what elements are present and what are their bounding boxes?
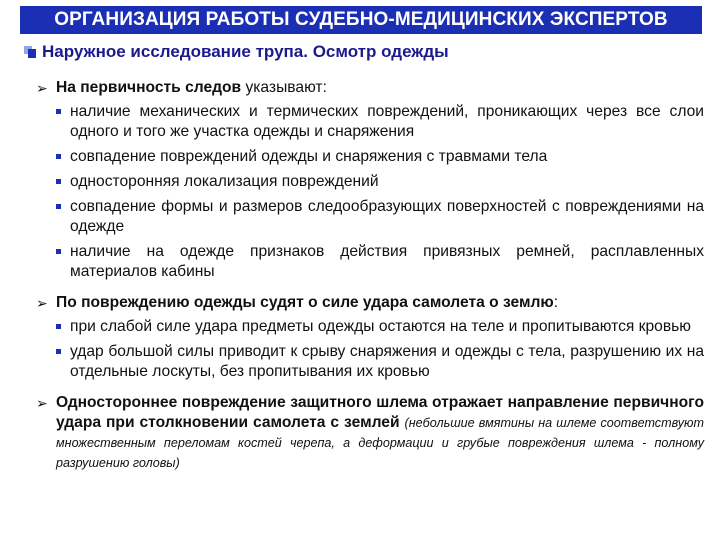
square-bullet-icon [56,179,61,184]
square-bullet-icon [56,324,61,329]
slide-title-bar: ОРГАНИЗАЦИЯ РАБОТЫ СУДЕБНО-МЕДИЦИНСКИХ ЭКСПЕРТОВ [20,6,702,34]
square-bullet-icon [56,349,61,354]
slide-content [36,78,704,477]
item-text: удар большой силы приводит к срыву снаряжения и одежды с тела, разрушению их на отдельные лоскуты, без пропитывания их кровью [70,343,704,380]
square-bullet-icon [56,204,61,209]
list-item [36,342,704,382]
list-item-impact-force [36,293,704,313]
arrow-bullet-icon: ➢ [36,80,48,96]
block2-head: По повреждению одежды судят о силе удара самолета о землю [56,294,554,311]
item-text: при слабой силе удара предметы одежды остаются на теле и пропитываются кровью [70,318,691,335]
item-text: наличие на одежде признаков действия привязных ремней, расплавленных материалов кабины [70,243,704,280]
square-bullet-icon [56,154,61,159]
list-item [36,102,704,142]
item-text: наличие механических и термических повреждений, проникающих через все слои одного и того же участка одежды и снаряжения [70,103,704,140]
block1-head-rest: указывают: [241,79,327,96]
square-bullet-icon [56,109,61,114]
section-title: Наружное исследование трупа. Осмотр одежды [42,42,449,61]
square-bullet-icon [24,46,36,58]
list-item [36,197,704,237]
square-bullet-icon [56,249,61,254]
list-item-helmet [36,393,704,473]
list-item [36,172,704,192]
block1-head-bold: На первичность следов [56,79,242,96]
list-item [36,317,704,337]
list-item [36,242,704,282]
list-item [36,147,704,167]
block2-head-end: : [553,294,559,311]
item-text: совпадение формы и размеров следообразующих поверхностей с повреждениями на одежде [70,198,704,235]
list-item-primary-traces [36,78,704,98]
item-text: совпадение повреждений одежды и снаряжения с травмами тела [70,148,548,165]
item-text: односторонняя локализация повреждений [70,173,379,190]
block3-note: (небольшие вмятины на шлеме соответствуют множественным переломам костей черепа, а деформации и грубые повреждения шлема - полному разрушению головы) [56,416,704,470]
section-heading [24,42,449,62]
arrow-bullet-icon: ➢ [36,295,48,311]
block3-head: Одностороннее повреждение защитного шлема отражает направление первичного удара при столкновении самолета с землей [56,394,704,431]
arrow-bullet-icon: ➢ [36,395,48,411]
